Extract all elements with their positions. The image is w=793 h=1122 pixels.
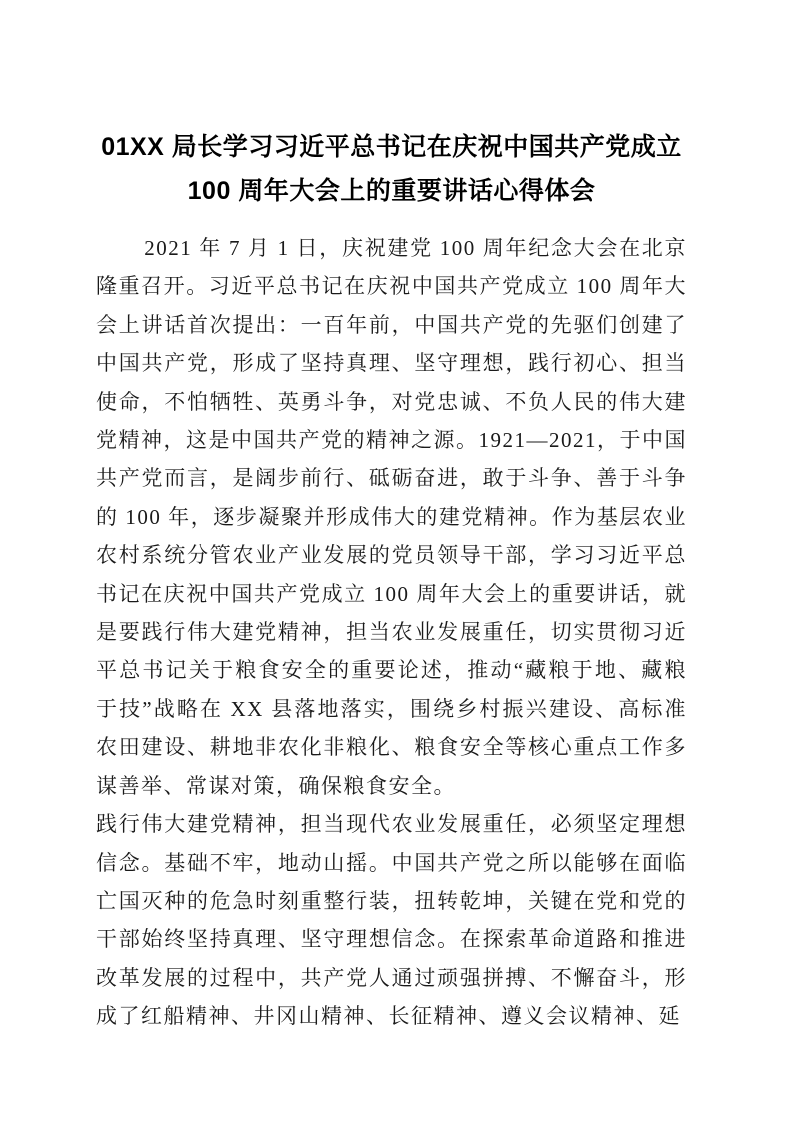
paragraph-2: 践行伟大建党精神，担当现代农业发展重任，必须坚定理想信念。基础不牢，地动山摇。中国共产党之所以能够在面临亡国灭种的危急时刻重整行装，扭转乾坤，关键在党和党的干部始终坚持真理、坚守理想信念。在探索革命道路和推进改革发展的过程中，共产党人通过顽强拼搏、不懈奋斗，形成了红船精神、井冈山精神、长征精神、遵义会议精神、延 xyxy=(96,812,687,1029)
document-title: 01XX 局长学习习近平总书记在庆祝中国共产党成立 100 周年大会上的重要讲话心得体会 xyxy=(101,133,682,205)
document-content xyxy=(0,125,793,1036)
paragraph-1: 2021 年 7 月 1 日，庆祝建党 100 周年纪念大会在北京隆重召开。习近平总书记在庆祝中国共产党成立 100 周年大会上讲话首次提出：一百年前，中国共产党的先驱们创建了中国共产党，形成了坚持真理、坚守理想，践行初心、担当使命，不怕牺牲、英勇斗争，对党忠诚、不负人民的伟大建党精神，这是中国共产党的精神之源。1921—2021，于中国共产党而言，是阔步前行、砥砺奋进，敢于斗争、善于斗争的 100 年，逐步凝聚并形成伟大的建党精神。作为基层农业农村系统分管农业产业发展的党员领导干部，学习习近平总书记在庆祝中国共产党成立 100 周年大会上的重要讲话，就是要践行伟大建党精神，担当农业发展重任，切实贯彻习近平总书记关于粮食安全的重要论述，推动“藏粮于地、藏粮于技”战略在 XX 县落地落实，围绕乡村振兴建设、高标准农田建设、耕地非农化非粮化、粮食安全等核心重点工作多谋善举、常谋对策，确保粮食安全。 xyxy=(96,236,687,798)
